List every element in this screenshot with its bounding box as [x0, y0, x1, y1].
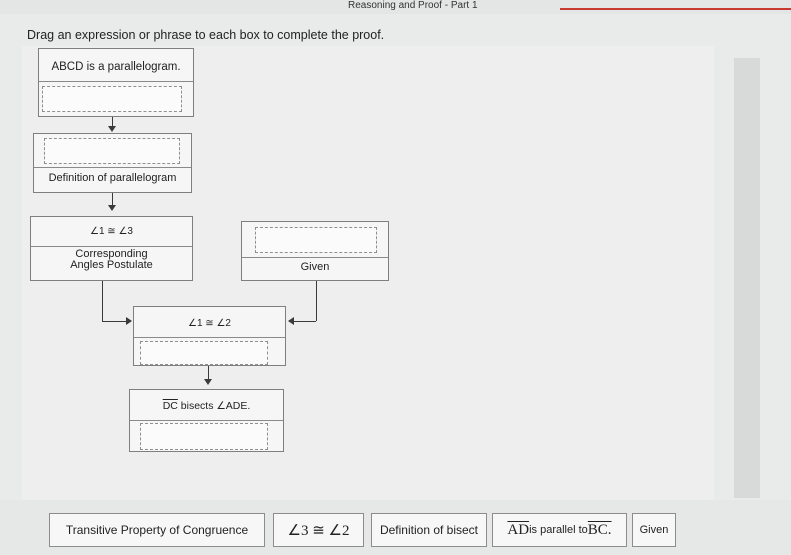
box1-divider [39, 81, 193, 82]
proof-box-2 [33, 133, 192, 193]
arrow-down-icon [204, 379, 212, 385]
box5-divider [134, 337, 285, 338]
connector [102, 321, 127, 322]
arrow-left-icon [288, 317, 294, 325]
box3-statement: ∠1 ≅ ∠3 [90, 226, 133, 237]
box1-statement: ABCD is a parallelogram. [51, 61, 181, 73]
tile-given[interactable] [632, 513, 676, 547]
box2-reason: Definition of parallelogram [48, 172, 177, 184]
proof-box-4 [241, 221, 389, 281]
box2-statement-dropzone[interactable] [44, 138, 180, 164]
box2-divider [34, 167, 191, 168]
connector [208, 366, 209, 380]
instructions: Drag an expression or phrase to each box to complete the proof. [27, 28, 385, 42]
connector [294, 321, 316, 322]
segment-ad: $\overline{AD}$ [507, 521, 530, 538]
tile-angle3-congruent-angle2[interactable] [273, 513, 364, 547]
arrow-down-icon [108, 205, 116, 211]
box5-reason-dropzone[interactable] [140, 341, 268, 365]
tile-label: Definition of bisect [379, 523, 479, 537]
segment-dc: $\overline{DC}$ [162, 400, 178, 412]
proof-box-3 [30, 216, 193, 281]
box6-statement [130, 400, 283, 412]
arrow-down-icon [108, 126, 116, 132]
tile-label: Given [639, 524, 669, 536]
scrollbar[interactable] [734, 58, 760, 498]
connector [102, 281, 103, 321]
top-bar [0, 0, 791, 14]
proof-box-5 [133, 306, 286, 366]
box6-divider [130, 420, 283, 421]
header-accent-line [560, 8, 791, 10]
page-title: Reasoning and Proof - Part 1 [348, 0, 478, 11]
proof-box-6 [129, 389, 284, 452]
segment-bc: BC. [587, 521, 612, 538]
connector [316, 281, 317, 321]
box4-reason: Given [300, 261, 330, 273]
tile-label: Transitive Property of Congruence [65, 523, 249, 537]
arrow-right-icon [126, 317, 132, 325]
tile-label: is parallel to [529, 524, 588, 536]
box4-divider [242, 257, 388, 258]
tile-definition-of-bisect[interactable] [371, 513, 487, 547]
tile-transitive-property[interactable] [49, 513, 265, 547]
proof-box-1 [38, 48, 194, 117]
box1-reason-dropzone[interactable] [42, 86, 182, 112]
tile-label: ∠3 ≅ ∠2 [287, 522, 350, 539]
box5-statement: ∠1 ≅ ∠2 [188, 318, 231, 329]
box3-reason: Corresponding Angles Postulate [70, 248, 153, 271]
box3-divider [31, 246, 192, 247]
box6-reason-dropzone[interactable] [140, 423, 268, 450]
tile-ad-parallel-bc[interactable] [492, 513, 627, 547]
box6-statement-text: bisects ∠ADE. [177, 400, 251, 412]
box4-statement-dropzone[interactable] [255, 227, 377, 253]
